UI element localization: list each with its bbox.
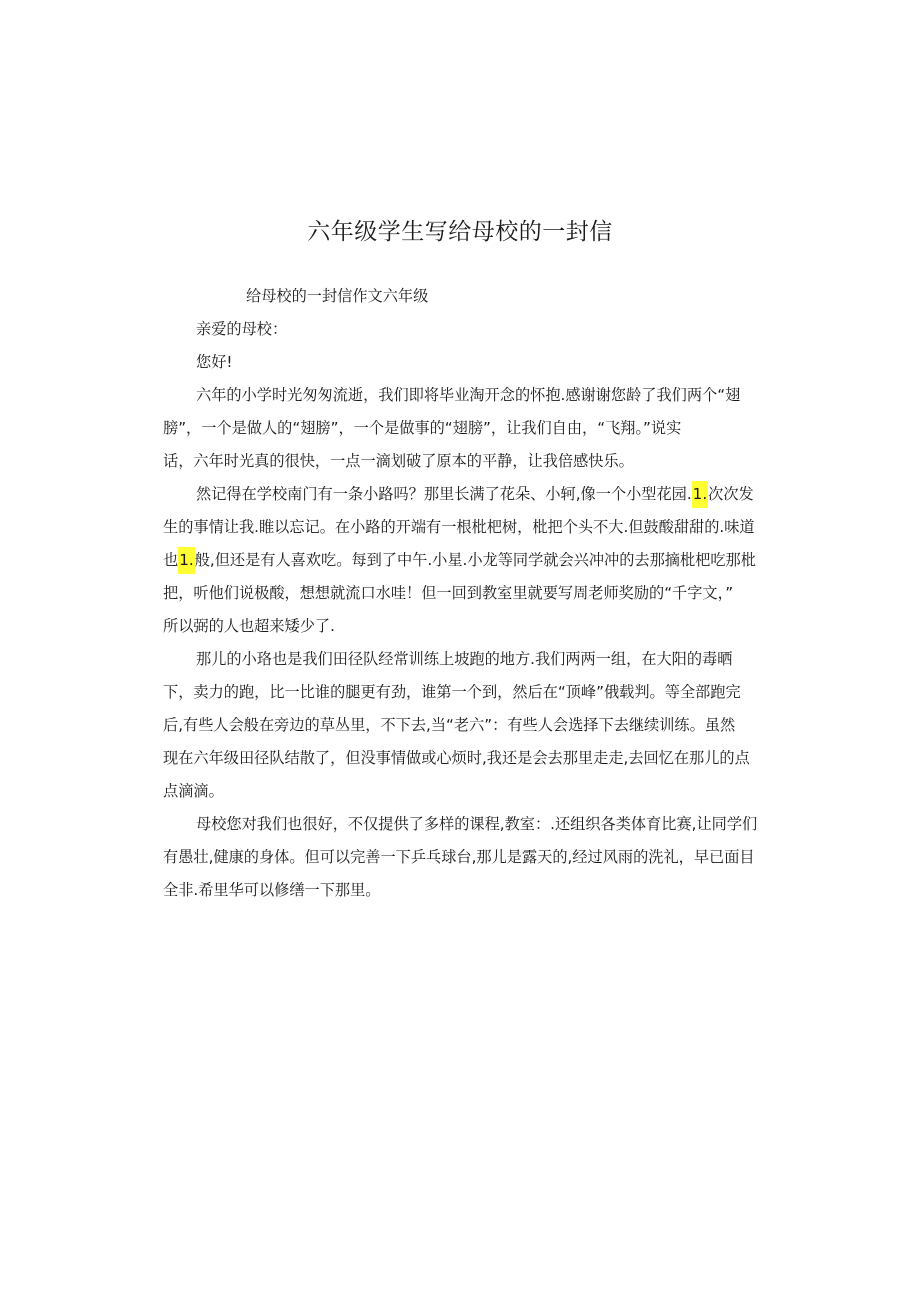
- paragraph-3: [163, 647, 773, 812]
- paragraph-line: 全非.希里华可以修缮一下那里。: [163, 881, 381, 899]
- paragraph-line: 把，听他们说极酸，想想就流口水哇！但一回到教室里就要写周老师奖励的“千字文，”: [163, 584, 734, 602]
- paragraph-line-text: 般,但还是有人喜欢吃。每到了中午.小星.小龙等同学就会兴冲冲的去那摘枇杷吃那枇: [194, 551, 756, 569]
- paragraph-line: 有愚壮,健康的身体。但可以完善一下乒乓球台,那儿是露天的,经过风雨的洗礼，早已面目: [163, 848, 755, 866]
- highlight-mark: 1.: [692, 481, 709, 508]
- page-title: 六年级学生写给母校的一封信: [307, 219, 613, 245]
- paragraph-line-text: 次次发: [708, 485, 754, 503]
- paragraph-line: 那儿的小珞也是我们田径队经常训练上坡跑的地方.我们两两一组，在大阳的毒晒: [196, 650, 733, 668]
- paragraph-line: 下，卖力的跑，比一比谁的腿更有劲，谁第一个到，然后在“顶峰”俄载判。等全部跑完: [163, 683, 741, 701]
- paragraph-line: 母校您对我们也很好，不仅提供了多样的课程,教室：.还组织各类体育比赛,让同学们: [196, 815, 758, 833]
- salutation: 亲爱的母校：: [196, 320, 288, 338]
- paragraph-4: [163, 812, 773, 911]
- paragraph-line: [163, 548, 773, 581]
- paragraph-line: 点滴滴。: [163, 782, 224, 800]
- paragraph-line: 生的事情让我.睢以忘记。在小路的开端有一根枇杷树，枇把个头不大.但鼓酸甜甜的.味道: [163, 518, 755, 536]
- paragraph-line: 所以弼的人也超来矮少了.: [163, 617, 335, 635]
- paragraph-line: 六年的小学时光匆匆流逝，我们即将毕业淘开念的怀抱.感谢谢您龄了我们两个“翅: [196, 386, 741, 404]
- greeting: 您好!: [196, 353, 233, 371]
- paragraph-line: 膀”，一个是做人的“翅膀”，一个是做事的“翅膀”，让我们自由，“飞翔。”说实: [163, 419, 682, 437]
- paragraph-line: 现在六年级田径队结散了，但没事情做或心烦时,我还是会去那里走走,去回忆在那儿的点: [163, 749, 750, 767]
- paragraph-line: 话，六年时光真的很快，一点一滴划破了原本的平静，让我倍感快乐。: [163, 452, 634, 470]
- letter-subtitle: 给母校的一封信作文六年级: [246, 287, 429, 305]
- paragraph-1: [163, 383, 773, 482]
- paragraph-line-text: 然记得在学校南门有一条小路吗？那里长满了花朵、小轲,像一个小型花园.: [196, 485, 692, 503]
- paragraph-2: [163, 482, 773, 647]
- highlight-mark: 1.: [178, 547, 195, 574]
- paragraph-line: [163, 482, 773, 515]
- paragraph-line-text: 也: [163, 551, 179, 569]
- paragraph-line: 后,有些人会般在旁边的草丛里，不下去,当“老六”：有些人会选择下去继续训练。虽然: [163, 716, 736, 734]
